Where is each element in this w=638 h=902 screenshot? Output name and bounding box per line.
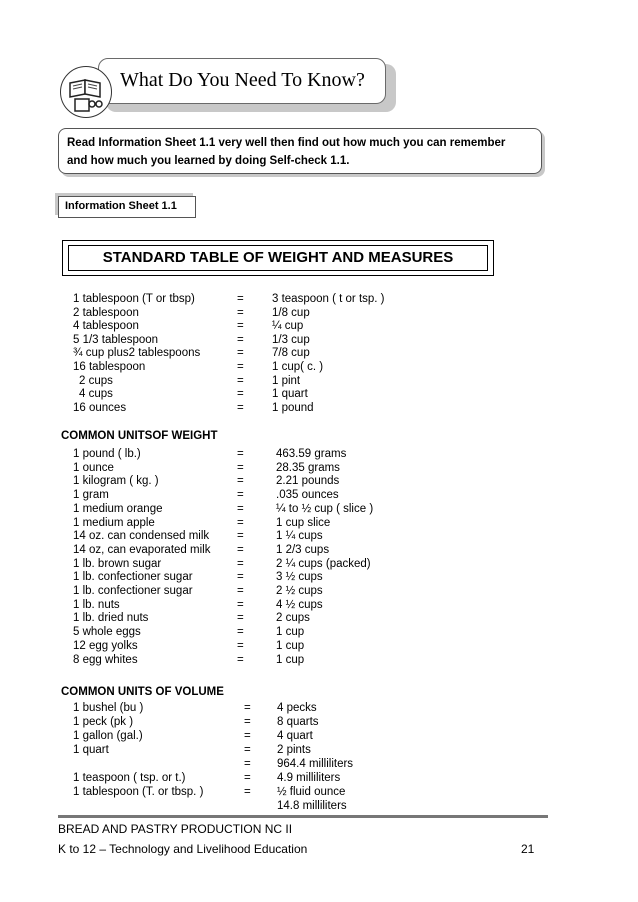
table-row-left: 2 tablespoon	[73, 306, 139, 319]
table-title: STANDARD TABLE OF WEIGHT AND MEASURES	[68, 245, 488, 271]
table-row-left: 1 ounce	[73, 461, 114, 474]
table-row-right: 2 ½ cups	[276, 585, 323, 597]
table-row-eq: =	[237, 401, 244, 414]
table-row-left: 1 tablespoon (T or tbsp)	[73, 293, 195, 305]
table-row-eq: =	[237, 557, 244, 570]
table-row-eq: =	[237, 293, 244, 305]
table-row-left: 1 pound ( lb.)	[73, 448, 141, 460]
table-row-right: 1 2/3 cups	[276, 543, 330, 556]
table-row-right: 1 pound	[272, 401, 314, 414]
table-row-eq: =	[244, 772, 251, 784]
table-row-right: 964.4 milliliters	[277, 758, 354, 770]
table-row-right: 2 ¼ cups (packed)	[276, 557, 371, 570]
table-row-eq: =	[244, 730, 251, 742]
footer-divider	[58, 815, 548, 818]
table-row-eq: =	[244, 786, 251, 798]
table-row-eq: =	[237, 598, 244, 611]
table-row-eq: =	[237, 653, 244, 666]
table-row-eq: =	[237, 639, 244, 652]
table-row-right: 1 cup slice	[276, 516, 331, 529]
table-row-left: 1 lb. dried nuts	[73, 612, 149, 625]
table-row-left: 5 whole eggs	[73, 626, 141, 639]
table-row-right: 463.59 grams	[276, 448, 347, 460]
table-row-right: 3 ½ cups	[276, 571, 323, 584]
table-row-right: 4 ½ cups	[276, 598, 323, 611]
table-row-left: 16 tablespoon	[73, 361, 146, 373]
table-row-eq: =	[244, 702, 251, 714]
table-row-right: 4.9 milliliters	[277, 772, 341, 784]
table-row-eq: =	[237, 361, 244, 373]
table-row-right: 7/8 cup	[272, 347, 310, 360]
table-row-left: 8 egg whites	[73, 653, 138, 666]
table-row-left: ¾ cup plus2 tablespoons	[73, 347, 201, 360]
table-row-right: 4 pecks	[277, 702, 317, 714]
table-row-right: 1/3 cup	[272, 333, 310, 346]
instruction-line-1: Read Information Sheet 1.1 very well then find out how much you can remember	[67, 137, 506, 149]
table-row-eq: =	[237, 489, 244, 502]
table-row-eq: =	[237, 475, 244, 488]
book-reading-icon	[60, 66, 112, 118]
table-row-right: 1 cup	[276, 653, 305, 666]
table-row-left: 14 oz, can evaporated milk	[73, 543, 211, 556]
instruction-box	[58, 128, 542, 174]
table-row-right: 1 cup( c. )	[272, 361, 324, 373]
footer-course: BREAD AND PASTRY PRODUCTION NC II	[58, 822, 293, 836]
table-row-eq: =	[237, 612, 244, 625]
table-row-left: 1 quart	[73, 744, 109, 756]
table-row-eq: =	[237, 388, 244, 401]
table-row-eq: =	[237, 530, 244, 543]
table-row-eq: =	[244, 716, 251, 728]
table-row-eq: =	[237, 320, 244, 333]
table-row-right: 2 cups	[276, 612, 310, 625]
table-row-left: 1 tablespoon (T. or tbsp. )	[73, 786, 204, 798]
table-row-left: 1 teaspoon ( tsp. or t.)	[73, 772, 186, 784]
table-row-eq: =	[237, 347, 244, 360]
table-row-right: 1 cup	[276, 639, 305, 652]
table-row-eq: =	[237, 461, 244, 474]
table-row-right: ½ fluid ounce	[277, 786, 346, 798]
footer-subject: K to 12 – Technology and Livelihood Education	[58, 842, 308, 856]
volume-heading: COMMON UNITS OF VOLUME	[61, 686, 224, 698]
weight-heading: COMMON UNITSOF WEIGHT	[61, 430, 218, 442]
table-row-eq: =	[237, 502, 244, 515]
table-row-left: 1 gram	[73, 489, 109, 502]
table-row-right: 1 cup	[276, 626, 305, 639]
table-row-eq: =	[237, 374, 244, 387]
table-row-right: 1 quart	[272, 388, 308, 401]
table-row-right: 3 teaspoon ( t or tsp. )	[272, 293, 385, 305]
table-row-right: 8 quarts	[277, 716, 319, 728]
table-row-right: 2 pints	[277, 744, 311, 756]
table-row-left: 4 cups	[79, 388, 113, 401]
table-row-eq: =	[237, 626, 244, 639]
table-row-right: 2.21 pounds	[276, 475, 340, 488]
information-sheet-label: Information Sheet 1.1	[58, 196, 196, 218]
table-row-eq: =	[244, 758, 251, 770]
table-row-left: 5 1/3 tablespoon	[73, 333, 159, 346]
page-number: 21	[521, 842, 535, 856]
table-row-eq: =	[244, 744, 251, 756]
table-row-right: 1/8 cup	[272, 306, 310, 319]
banner-title: What Do You Need To Know?	[120, 69, 365, 91]
table-row-right: 4 quart	[277, 730, 313, 742]
table-row-left: 1 lb. confectioner sugar	[73, 571, 193, 584]
table-row-left: 1 medium orange	[73, 502, 163, 515]
table-row-left: 1 medium apple	[73, 516, 155, 529]
table-row-left: 16 ounces	[73, 401, 127, 414]
table-row-left: 1 bushel (bu )	[73, 702, 144, 714]
table-row-right: ¼ to ½ cup ( slice )	[276, 502, 374, 515]
table-row-eq: =	[237, 516, 244, 529]
table-row-right: 14.8 milliliters	[277, 800, 347, 812]
table-row-left: 2 cups	[79, 374, 113, 387]
table-row-eq: =	[237, 571, 244, 584]
table-row-left: 4 tablespoon	[73, 320, 139, 333]
table-row-left: 1 kilogram ( kg. )	[73, 475, 159, 488]
table-row-left: 14 oz. can condensed milk	[73, 530, 210, 543]
table-row-right: ¼ cup	[272, 320, 304, 333]
table-row-left: 12 egg yolks	[73, 639, 138, 652]
table-row-eq: =	[237, 306, 244, 319]
table-row-right: 28.35 grams	[276, 461, 340, 474]
instruction-line-2: and how much you learned by doing Self-check 1.1.	[67, 155, 350, 167]
table-row-eq: =	[237, 585, 244, 597]
table-row-right: 1 ¼ cups	[276, 530, 323, 543]
table-row-left: 1 peck (pk )	[73, 716, 134, 728]
table-row-eq: =	[237, 448, 244, 460]
table-row-right: .035 ounces	[276, 489, 339, 502]
table-row-eq: =	[237, 333, 244, 346]
table-row-left: 1 lb. nuts	[73, 598, 120, 611]
table-row-left: 1 lb. confectioner sugar	[73, 585, 193, 597]
table-row-left: 1 lb. brown sugar	[73, 557, 162, 570]
table-row-eq: =	[237, 543, 244, 556]
table-row-right: 1 pint	[272, 374, 301, 387]
table-row-left: 1 gallon (gal.)	[73, 730, 143, 742]
